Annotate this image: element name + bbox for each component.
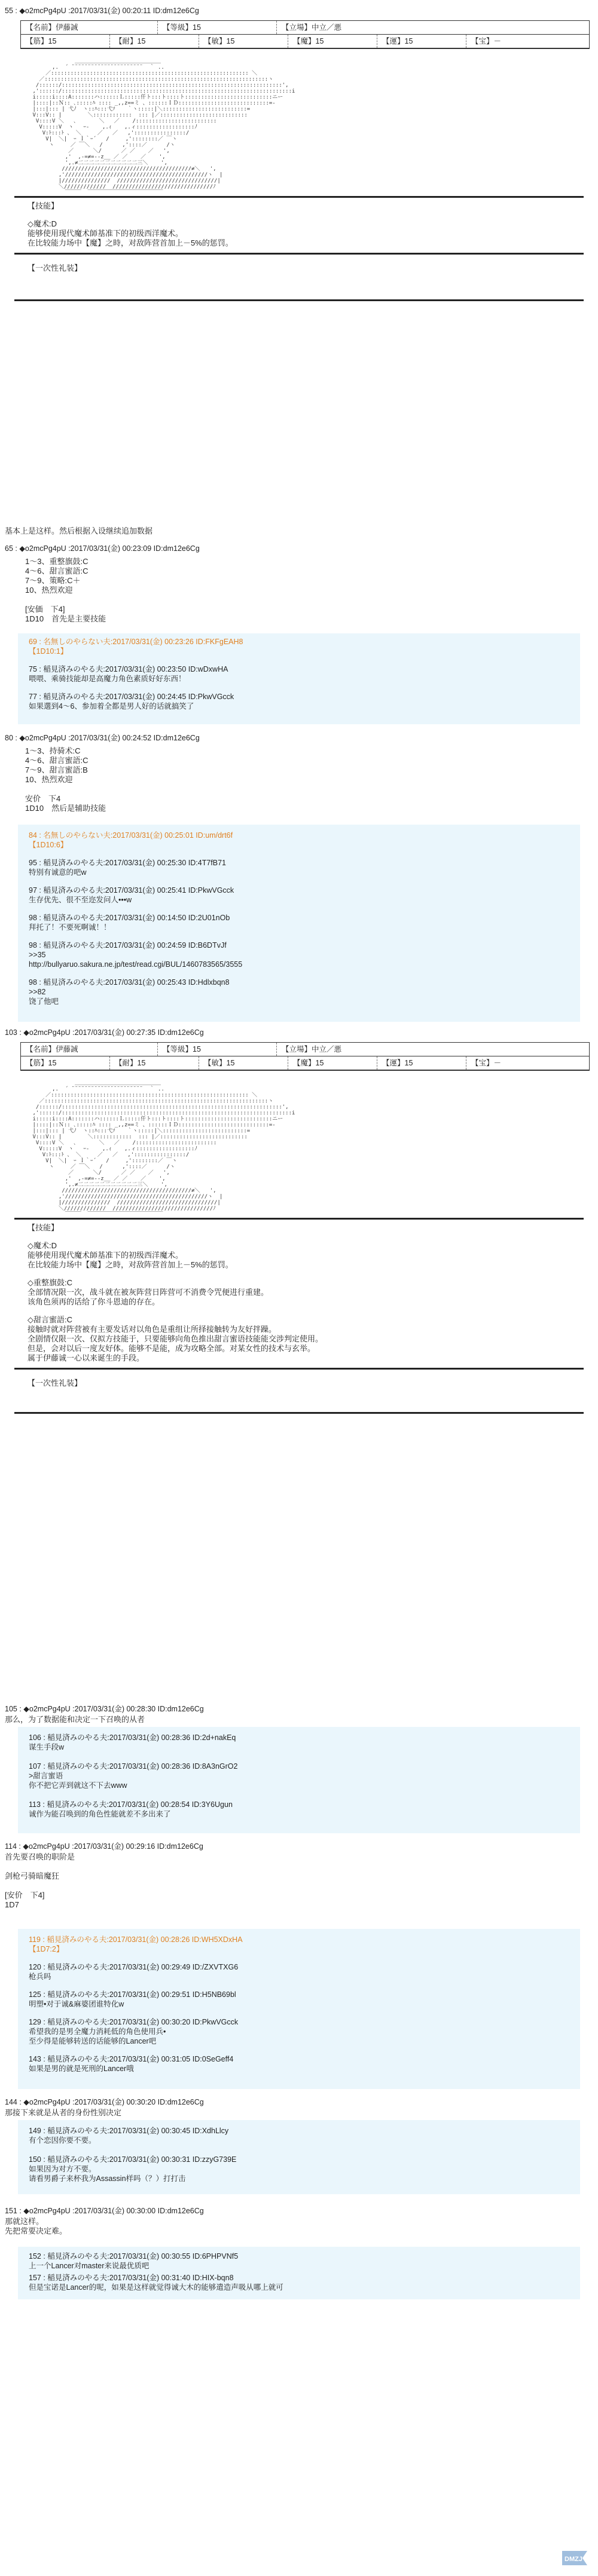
dmzj-logo-icon [556, 2546, 593, 2570]
post-line: 先把常要决定难。 [5, 2226, 68, 2235]
post-line: 那就这样。 [5, 2217, 44, 2226]
skill-line: 在比较能力场中【魔】之時，对敌阵营首加上－5%的惩罚。 [28, 238, 233, 247]
post-65 [5, 543, 593, 624]
np-title: 【一次性礼装】 [28, 264, 83, 272]
skill-line: ◇重整旗鼓:C [28, 1278, 72, 1287]
skill-title: 【技能】 [28, 1223, 59, 1232]
vote-header: 69 : 名無しのやらない夫:2017/03/31(金) 00:23:26 ID:FKFgEAH8 [29, 638, 243, 646]
post-line: 那么，为了数据能和决定一下召唤的从者 [5, 1715, 145, 1724]
divider [14, 1218, 584, 1220]
reply-text: 谋生手段w [29, 1743, 65, 1751]
stat-luck: 【運】15 [377, 35, 466, 48]
post-header: 144 : ◆o2mcPg4pU :2017/03/31(金) 00:30:20 ID:dm12e6Cg [5, 2098, 204, 2106]
reply-text: 如果因为对方不要。 请看男爵子来杯我为Assassin样吗（？）打打击 [29, 2165, 186, 2183]
stat-agi: 【敏】15 [199, 35, 288, 48]
divider [14, 196, 584, 198]
quote-block [18, 2247, 580, 2299]
skill-line: ◇魔术:D [28, 219, 57, 228]
quote-block [18, 1727, 580, 1833]
skill-title: 【技能】 [28, 201, 59, 210]
watermark-logo [556, 2546, 593, 2570]
reply-text: 上一个Lancer对master来说最优质吧 [29, 2262, 150, 2270]
post-line: 1～3、持骑术:C [25, 746, 81, 755]
card-top-row [21, 1043, 589, 1056]
card-top-row [21, 21, 589, 35]
post-header: 114 : ◆o2mcPg4pU :2017/03/31(金) 00:29:16 ID:dm12e6Cg [5, 1842, 203, 1851]
post-103 [5, 1027, 593, 1414]
reply-text: 特别有诚意的吧w [29, 868, 87, 877]
reply-header: 75 : 稲見済みのやる夫:2017/03/31(金) 00:23:50 ID:wDxwHA [29, 665, 228, 673]
post-144 [5, 2096, 593, 2118]
reply-header: 98 : 稲見済みのやる夫:2017/03/31(金) 00:24:59 ID:B6DTvJf [29, 941, 227, 949]
status-card [20, 1042, 590, 1071]
reply-header: 98 : 稲見済みのやる夫:2017/03/31(金) 00:14:50 ID:2U01nOb [29, 914, 230, 922]
divider [14, 1412, 584, 1414]
skill-line: ◇甜言蜜語:C [28, 1315, 72, 1324]
post-line: 4～6、甜言蜜語:C [25, 566, 89, 575]
stat-agi: 【敏】15 [199, 1056, 288, 1070]
reply-text: >甜言蜜语 你不把它弄到就这不下去www [29, 1772, 127, 1790]
stat-luck: 【運】15 [377, 1056, 466, 1070]
reply-text: 诚作为能召唤到的角色性能就差不多出来了 [29, 1810, 171, 1818]
reply-text[interactable]: >>35 http://bullyaruo.sakura.ne.jp/test/read.cgi/BUL/1460783565/3555 [29, 951, 243, 969]
quote-block [18, 825, 580, 1022]
reply-header: 125 : 稲見済みのやる夫:2017/03/31(金) 00:29:51 ID:H5NB69bl [29, 1990, 236, 1999]
stat-np: 【宝】－ [471, 37, 502, 45]
post-line: 1D10 首先是主要技能 [25, 614, 106, 623]
post-line: 7～9、甜言蜜語:B [25, 765, 88, 774]
quote-block [18, 633, 580, 724]
post-80 [5, 732, 593, 813]
divider [14, 1368, 584, 1370]
post-line: 10、热烈欢迎 [25, 586, 73, 595]
post-105 [5, 1703, 593, 1725]
skill-line: 在比较能力场中【魔】之時，对敌阵营首加上－5%的惩罚。 [28, 1260, 233, 1269]
reply-text: 有个恋因你要不要。 [29, 2136, 96, 2145]
skill-line: 能够使用现代魔术師基准下的初级西洋魔术。 [28, 229, 184, 238]
reply-header: 98 : 稲見済みのやる夫:2017/03/31(金) 00:25:43 ID:Hdlxbqn8 [29, 978, 230, 987]
post-line: 10、热烈欢迎 [25, 775, 73, 784]
reply-header: 143 : 稲見済みのやる夫:2017/03/31(金) 00:31:05 ID:0SeGeff4 [29, 2055, 234, 2063]
card-level: 【等級】15 [158, 21, 277, 34]
dice-result: 【1D10:1】 [29, 647, 68, 656]
vote-header: 119 : 稲見済みのやる夫:2017/03/31(金) 00:28:26 ID:WH5XDxHA [29, 1935, 243, 1944]
card-name: 【名前】伊藤誠 [21, 1043, 158, 1056]
post-line: 1～3、重整旗鼓:C [25, 557, 89, 566]
post-header: 80 : ◆o2mcPg4pU :2017/03/31(金) 00:24:52 ID:dm12e6Cg [5, 734, 200, 742]
card-name: 【名前】伊藤誠 [21, 21, 158, 34]
post-header: 151 : ◆o2mcPg4pU :2017/03/31(金) 00:30:00 ID:dm12e6Cg [5, 2207, 204, 2215]
dice-result: 【1D7:2】 [29, 1945, 64, 1953]
skill-section [28, 201, 593, 248]
stat-end: 【耐】15 [110, 1056, 199, 1070]
skill-section [28, 1223, 593, 1363]
card-alignment: 【立場】中立／悪 [282, 1045, 342, 1053]
quote-block [18, 1929, 580, 2089]
post-line: [安价 下4] [5, 1891, 45, 1900]
post-151 [5, 2205, 593, 2236]
skill-line: 该角色须再的话给了你斗恩迪的存在。 [28, 1297, 160, 1306]
reply-text: 拜托了！不要死啊诚！！ [29, 923, 111, 932]
post-55 [5, 5, 593, 301]
reply-header: 157 : 稲見済みのやる夫:2017/03/31(金) 00:31:40 ID:HIX-bqn8 [29, 2274, 234, 2282]
stat-str: 【筋】15 [21, 35, 110, 48]
quote-block [18, 2120, 580, 2194]
post-line: 安价 下4 [25, 794, 61, 803]
skill-line: 全部情况限一次，战斗就在被灰阵营日阵营可不消费令咒便进行重建。 [28, 1288, 269, 1297]
reply-header: 97 : 稲見済みのやる夫:2017/03/31(金) 00:25:41 ID:PkwVGcck [29, 886, 234, 895]
card-level: 【等級】15 [158, 1043, 277, 1056]
post-line: 那接下来就是从者的身份性别决定 [5, 2108, 122, 2117]
post-line: 4～6、甜言蜜語:C [25, 756, 89, 765]
post-header: 105 : ◆o2mcPg4pU :2017/03/31(金) 00:28:30 ID:dm12e6Cg [5, 1705, 204, 1713]
reply-text: 明塑•对于诚&麻婆团谁特化w [29, 2000, 124, 2008]
post-text: 基本上是这样。然后根据入设继续追加数据 [5, 526, 153, 535]
post-55-footer [5, 525, 593, 536]
post-line: 剑枪弓骑暗魔狂 [5, 1871, 60, 1880]
ascii-art-portrait: ＿＿＿＿＿＿＿＿＿＿＿＿＿＿＿＿ ,. ´ ¨¨¨¨¨¨¨¨¨¨¨¨¨¨¨¨¨¨¨¨¨¨ ｀ .. ／::::::::::::::::::::::::::::::::::::::::::::::::::::::::::::: ＼ ／:::::::::::::::::::::::::::::::::::::::::::::::::::::::::::::::::::::ヽ /::::::/::::::::::::::::::::::::::::::::::::::::::::::::::::::::::::::::::::', ,'::::::/:::::::::::::::::::::::::::::::::::::::::::::::::::::::::::::::::::::::i i:::::i::::A:::::::ハ::::::Ｌ:::::仟ト:::ト::::ト:::::::::::::::::::::::::::ニー |::::|::Ｎ:: ､:::::ﾊ :::: _,,z==ミ 、::::::ＩＤ::::::::::::::::::::::::::::=‐ |:::|::: | 弋ﾉ ヽ::ﾊ:::弋ｿ ｀ヽ:::::|＼::::::::::::::::::::::::::= V:::V:: | ＼:::::::::::: ::: |／::::::::::::::::::::::::::: V::::V ＼ ､ ＼ ／ /::::::::::::::::::::::::: V:::::V ヽ ｰ- ,.ｨ ,.ィ::::::::::::::::::ﾉ V:ﾄ:::ﾄ 、 ＼ ／ ／ ,'::::::::::::::::/ V| ＼| ｰ ｌ｀ｰ´ / ,'::::::::／ ￣ヽ ヽ ／ ￣＼ / ,'::::／ /ヽ ／ ＼/ ／ ／ ／ ', ,' ,-=≠=‐-z__ ／ ／ ／ ', ',.≠二二二二二二二二二二二三＼ ', ////////////////////////////////////////≠＼ ', ,'////////////////////////////////////////////ヽ | |/////////////// ///////////////////////////////| ＼///////////// ///////////////////////////////ﾉ ￣￣￣ ￣￣￣￣￣￣￣￣￣￣￣￣￣￣ [32, 59, 295, 196]
reply-text: 如果是男的就是死刑的Lancer哦 [29, 2065, 134, 2073]
reply-header: 129 : 稲見済みのやる夫:2017/03/31(金) 00:30:20 ID:PkwVGcck [29, 2018, 239, 2026]
reply-text: 生存优先、很不至迩发问人•••w [29, 896, 132, 904]
reply-text: >>82 饶了他吧 [29, 988, 59, 1006]
vote-header: 84 : 名無しのやらない夫:2017/03/31(金) 00:25:01 ID:um/drt6f [29, 831, 233, 840]
skill-line: 能够使用现代魔术師基准下的初级西洋魔术。 [28, 1251, 184, 1260]
stat-str: 【筋】15 [21, 1056, 110, 1070]
reply-text: 喂喂、乘骑技能却是高魔力角色素质好好东西！ [29, 675, 186, 683]
stat-mag: 【魔】15 [288, 1056, 377, 1070]
reply-header: 95 : 稲見済みのやる夫:2017/03/31(金) 00:25:30 ID:4T7fB71 [29, 859, 227, 867]
post-header: 65 : ◆o2mcPg4pU :2017/03/31(金) 00:23:09 ID:dm12e6Cg [5, 544, 200, 553]
post-header: 55 : ◆o2mcPg4pU :2017/03/31(金) 00:20:11 ID:dm12e6Cg [5, 7, 199, 15]
divider [14, 253, 584, 255]
post-line: 1D10 然后是辅助技能 [25, 804, 106, 813]
reply-header: 106 : 稲見済みのやる夫:2017/03/31(金) 00:28:36 ID:2d+nakEq [29, 1733, 236, 1742]
post-header: 103 : ◆o2mcPg4pU :2017/03/31(金) 00:27:35 ID:dm12e6Cg [5, 1028, 204, 1037]
reply-header: 113 : 稲見済みのやる夫:2017/03/31(金) 00:28:54 ID:3Y6Ugun [29, 1800, 233, 1809]
skill-line: ◇魔术:D [28, 1241, 57, 1250]
reply-text: 枪兵吗 [29, 1972, 51, 1981]
post-line: 1D7 [5, 1900, 19, 1909]
reply-text: 但是宝诺是Lancer的呢，如果是这样就觉得诚大木的能够遣造声吸从哪上就可 [29, 2283, 283, 2292]
reply-header: 120 : 稲見済みのやる夫:2017/03/31(金) 00:29:49 ID:/ZXVTXG6 [29, 1963, 239, 1971]
reply-text: 如果選到4～6、参加着全都是男人好的话就搞笑了 [29, 702, 194, 710]
reply-header: 152 : 稲見済みのやる夫:2017/03/31(金) 00:30:55 ID:6PHPVNf5 [29, 2252, 239, 2260]
stat-end: 【耐】15 [110, 35, 199, 48]
stat-mag: 【魔】15 [288, 35, 377, 48]
post-line: [安価 下4] [25, 605, 65, 614]
post-114 [5, 1840, 593, 1910]
reply-header: 150 : 稲見済みのやる夫:2017/03/31(金) 00:30:31 ID:zzyG739E [29, 2155, 237, 2164]
ascii-art-portrait: ＿＿＿＿＿＿＿＿＿＿＿＿＿＿＿＿ ,. ´ ¨¨¨¨¨¨¨¨¨¨¨¨¨¨¨¨¨¨¨¨¨¨ ｀ .. ／::::::::::::::::::::::::::::::::::::::::::::::::::::::::::::: ＼ ／:::::::::::::::::::::::::::::::::::::::::::::::::::::::::::::::::::::ヽ /::::::/::::::::::::::::::::::::::::::::::::::::::::::::::::::::::::::::::::', ,'::::::/:::::::::::::::::::::::::::::::::::::::::::::::::::::::::::::::::::::::i i:::::i::::A:::::::ハ::::::Ｌ:::::仟ト:::ト::::ト:::::::::::::::::::::::::::ニー |::::|::Ｎ:: ､:::::ﾊ :::: _,,z==ミ 、::::::ＩＤ::::::::::::::::::::::::::::=‐ |:::|::: | 弋ﾉ ヽ::ﾊ:::弋ｿ ｀ヽ:::::|＼::::::::::::::::::::::::::= V:::V:: | ＼:::::::::::: ::: |／::::::::::::::::::::::::::: V::::V ＼ ､ ＼ ／ /::::::::::::::::::::::::: V:::::V ヽ ｰ- ,.ｨ ,.ィ::::::::::::::::::ﾉ V:ﾄ:::ﾄ 、 ＼ ／ ／ ,'::::::::::::::::/ V| ＼| ｰ ｌ｀ｰ´ / ,'::::::::／ ￣ヽ ヽ ／ ￣＼ / ,'::::／ /ヽ ／ ＼/ ／ ／ ／ ', ,' ,-=≠=‐-z__ ／ ／ ／ ', ',.≠二二二二二二二二二二二三＼ ', ////////////////////////////////////////≠＼ ', ,'////////////////////////////////////////////ヽ | |/////////////// ///////////////////////////////| ＼///////////// ///////////////////////////////ﾉ ￣￣￣ ￣￣￣￣￣￣￣￣￣￣￣￣￣￣ [32, 1080, 295, 1218]
np-title: 【一次性礼装】 [28, 1379, 83, 1387]
card-stats-row [21, 35, 589, 48]
svg-text:DMZJ: DMZJ [565, 2556, 582, 2563]
dice-result: 【1D10:6】 [29, 841, 68, 849]
divider [14, 299, 584, 301]
skill-line: 属于伊藤诚一心以来诞生的手段。 [28, 1353, 145, 1362]
reply-header: 77 : 稲見済みのやる夫:2017/03/31(金) 00:24:45 ID:PkwVGcck [29, 693, 234, 701]
stat-np: 【宝】－ [471, 1059, 502, 1067]
reply-text: 希望我的是男全魔力消耗低的角色使用兵• [29, 2027, 166, 2036]
card-stats-row [21, 1056, 589, 1070]
status-card [20, 20, 590, 49]
skill-line: 但是，会对以后一度友好体。能够不是能，成为攻略全部。对某女性的技术与玄举。 [28, 1344, 316, 1353]
card-alignment: 【立場】中立／悪 [282, 23, 342, 32]
reply-header: 107 : 稲見済みのやる夫:2017/03/31(金) 00:28:36 ID:8A3nGrO2 [29, 1762, 238, 1771]
post-line: 7～9、策略:C＋ [25, 576, 81, 585]
reply-text: 至少得是能够转送的话能够的Lancer吧 [29, 2037, 157, 2045]
post-line: 首先要召唤的职阶是 [5, 1852, 75, 1861]
skill-line: 接触时就对阵营被有主要发话对以角色是重组让所择接触转为友好拌躁。 [28, 1325, 277, 1334]
skill-line: 全剧情仅限一次、仅拟方技能于，只要能够向角色推出甜言蜜语技能能交涉判定使用。 [28, 1334, 324, 1343]
reply-header: 149 : 稲見済みのやる夫:2017/03/31(金) 00:30:45 ID:XdhLlcy [29, 2127, 229, 2135]
